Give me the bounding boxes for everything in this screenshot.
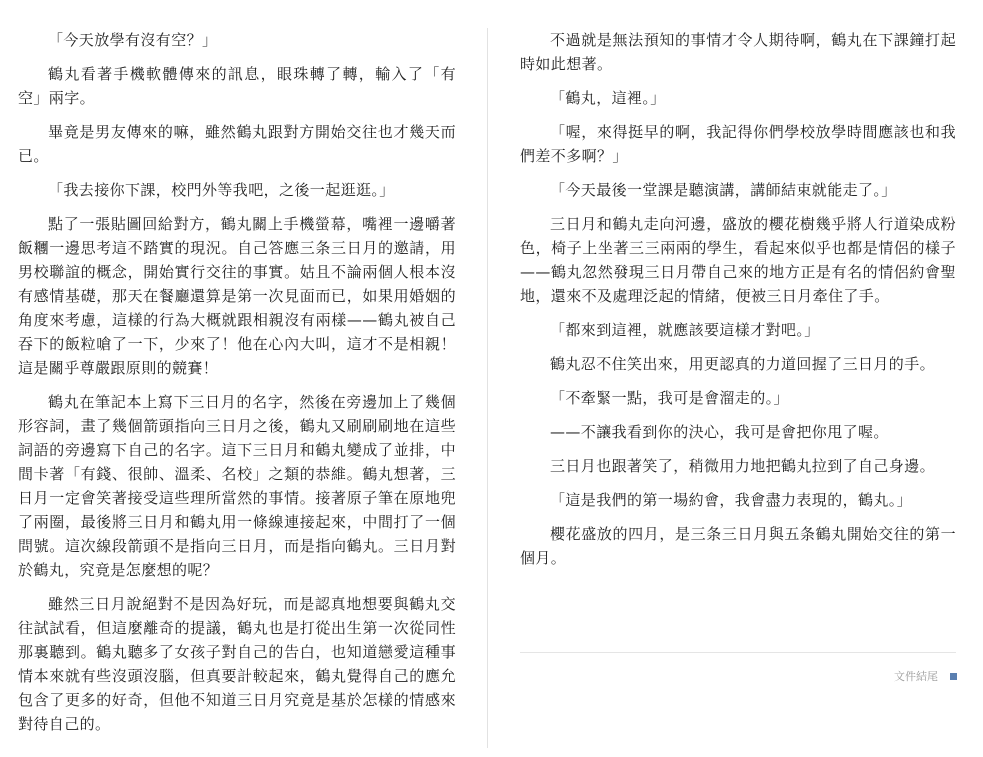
paragraph: 「喔，來得挺早的啊，我記得你們學校放學時間應該也和我們差不多啊？」 [520,123,956,165]
right-column [520,28,956,580]
paragraph: 「這是我們的第一場約會，我會盡力表現的，鶴丸。」 [550,491,913,509]
document-end-marker [894,668,957,684]
paragraph: 不過就是無法預知的事情才令人期待啊，鶴丸在下課鐘打起時如此想著。 [520,31,956,73]
paragraph: 畢竟是男友傳來的嘛，雖然鶴丸跟對方開始交往也才幾天而已。 [18,123,456,165]
paragraph: 櫻花盛放的四月，是三条三日月與五条鶴丸開始交往的第一個月。 [520,525,956,567]
paragraph: 三日月和鶴丸走向河邊，盛放的櫻花樹幾乎將人行道染成粉色，椅子上坐著三三兩兩的學生，看起來似乎也都是情侶的樣子——鶴丸忽然發現三日月帶自己來的地方正是有名的情侶約會聖地，還來不及處理泛起的情緒，便被三日月牽住了手。 [520,215,956,305]
paragraph: 點了一張貼圖回給對方，鶴丸關上手機螢幕，嘴裡一邊嚼著飯糰一邊思考這不踏實的現況。自己答應三条三日月的邀請，用男校聯誼的概念，開始實行交往的事實。姑且不論兩個人根本沒有感情基礎，那天在餐廳還算是第一次見面而已，如果用婚姻的角度來考慮，這樣的行為大概就跟相親沒有兩樣——鶴丸被自己吞下的飯粒嗆了一下，少來了！他在心內大叫，這才不是相親！這是關乎尊嚴跟原則的競賽！ [18,215,456,377]
paragraph: 雖然三日月說絕對不是因為好玩，而是認真地想要與鶴丸交往試試看，但這麼離奇的提議，鶴丸也是打從出生第一次從同性那裏聽到。鶴丸聽多了女孩子對自己的告白，也知道戀愛這種事情本來就有些沒頭沒腦，但真要計較起來，鶴丸覺得自己的應允包含了更多的好奇，但他不知道三日月究竟是基於怎樣的情感來對待自己的。 [18,595,456,733]
paragraph: 「今天最後一堂課是聽演講，講師結束就能走了。」 [550,181,897,199]
column-divider [487,28,488,748]
left-column [18,28,456,746]
paragraph: 「我去接你下課，校門外等我吧，之後一起逛逛。」 [48,181,395,199]
end-divider [520,652,956,653]
paragraph: 鶴丸忍不住笑出來，用更認真的力道回握了三日月的手。 [550,355,936,373]
paragraph: 鶴丸看著手機軟體傳來的訊息，眼珠轉了轉，輸入了「有空」兩字。 [18,65,456,107]
paragraph: 鶴丸在筆記本上寫下三日月的名字，然後在旁邊加上了幾個形容詞，畫了幾個箭頭指向三日月之後，鶴丸又刷刷刷地在這些詞語的旁邊寫下自己的名字。這下三日月和鶴丸變成了並排，中間卡著「有錢、很帥、溫柔、名校」之類的恭維。鶴丸想著，三日月一定會笑著接受這些理所當然的事情。接著原子筆在原地兜了兩圈，最後將三日月和鶴丸用一條線連接起來，中間打了一個問號。這次線段箭頭不是指向三日月，而是指向鶴丸。三日月對於鶴丸，究竟是怎麼想的呢？ [18,393,456,579]
paragraph: ——不讓我看到你的決心，我可是會把你甩了喔。 [550,423,889,441]
paragraph: 「鶴丸，這裡。」 [550,89,666,107]
end-label: 文件結尾 [894,670,938,683]
paragraph: 「不牽緊一點，我可是會溜走的。」 [550,389,789,407]
paragraph: 「都來到這裡，就應該要這樣才對吧。」 [550,321,820,339]
paragraph: 「今天放學有沒有空？」 [48,31,218,49]
end-square-icon [950,673,957,680]
paragraph: 三日月也跟著笑了，稍微用力地把鶴丸拉到了自己身邊。 [550,457,936,475]
